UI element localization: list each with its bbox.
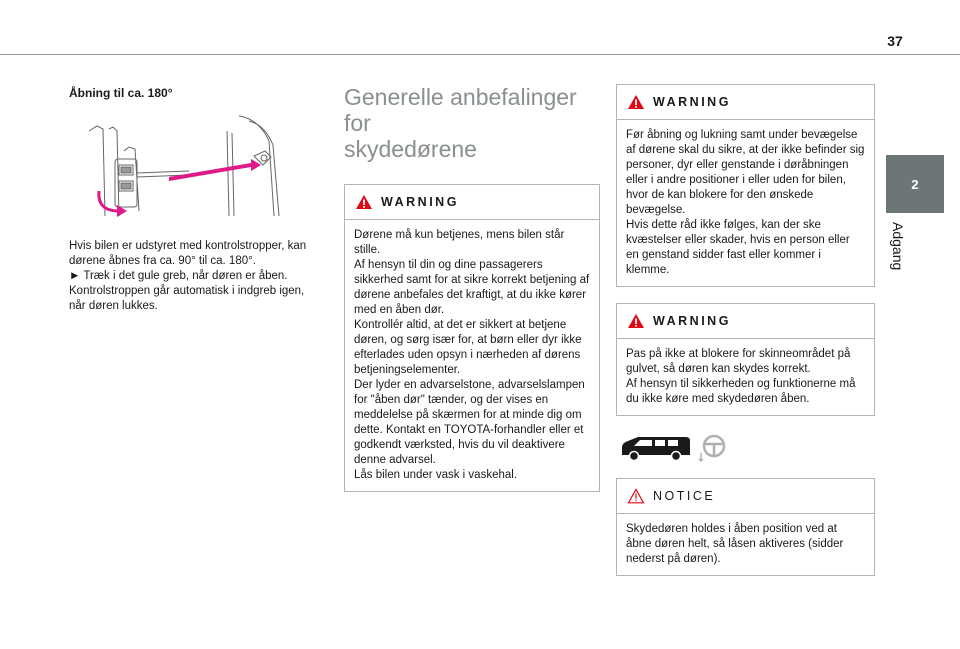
steering-wheel-icon — [698, 433, 728, 463]
warning-box — [344, 184, 600, 492]
title-line-2: skydedørene — [344, 136, 477, 162]
notice-label: NOTICE — [653, 489, 716, 503]
warning-label: WARNING — [381, 195, 459, 209]
warning-triangle-icon — [627, 313, 645, 329]
paragraph: Kontrollér altid, at det er sikkert at betjene døren, og sørg især for, at børn eller dyr ikke efterlades uden opsyn i nærheden af dørens betjeningselementer. — [354, 319, 582, 376]
paragraph: Kontrolstroppen går automatisk i indgreb igen, når døren lukkes. — [69, 285, 305, 312]
van-side-icon — [620, 435, 692, 461]
warning-body — [617, 120, 874, 286]
paragraph: Af hensyn til sikkerheden og funktionerne må du ikke køre med skydedøren åben. — [626, 378, 856, 405]
door-strap-illustration — [69, 111, 309, 223]
paragraph: Skydedøren holdes i åben position ved at åbne døren helt, så låsen aktiveres (sidder nederst på døren). — [626, 523, 844, 565]
header-divider — [0, 54, 960, 55]
warning-body — [617, 339, 874, 415]
notice-triangle-icon — [627, 488, 645, 504]
chapter-label: Adgang — [890, 222, 906, 271]
warning-label: WARNING — [653, 95, 731, 109]
vehicle-icons — [620, 432, 875, 464]
warning-label: WARNING — [653, 314, 731, 328]
middle-column — [344, 84, 600, 492]
notice-box — [616, 478, 875, 576]
notice-body — [617, 514, 874, 575]
chapter-number: 2 — [911, 176, 919, 192]
paragraph: Hvis bilen er udstyret med kontrolstropper, kan dørene åbnes fra ca. 90° til ca. 180°. — [69, 240, 307, 267]
warning-triangle-icon — [627, 94, 645, 110]
left-body — [69, 239, 319, 314]
warning-box-2 — [616, 303, 875, 416]
title-line-1: Generelle anbefalinger for — [344, 84, 577, 136]
paragraph: Før åbning og lukning samt under bevægelse af dørene skal du sikre, at der ikke befinder sig personer, dyr eller genstande i døråbningen eller i andre positioner i eller uden for bilen, hvor de kan blokere for den ønskede bevægelse. — [626, 129, 865, 216]
warning-box-1 — [616, 84, 875, 287]
instruction-step: ► Træk i det gule greb, når døren er åben. — [69, 270, 288, 282]
paragraph: Pas på ikke at blokere for skinneområdet på gulvet, så døren kan skydes korrekt. — [626, 348, 851, 375]
paragraph: Hvis dette råd ikke følges, kan der ske kvæstelser eller skader, hvis en person eller en genstand sidder fast eller kommer i klemme. — [626, 219, 850, 276]
paragraph: Lås bilen under vask i vaskehal. — [354, 469, 518, 481]
page-number: 37 — [887, 33, 903, 49]
section-title — [344, 84, 600, 162]
door-hinge-drawing — [69, 111, 309, 223]
pull-arrow — [169, 159, 261, 181]
warning-header — [617, 85, 874, 120]
paragraph: Der lyder en advarselstone, advarselslampen for "åben dør" tænder, og der vises en meddelelse på skærmen for at minde dig om dette. Kontakt en TOYOTA-forhandler eller et godkendt værksted, hvis du vil deaktivere denne advarsel. — [354, 379, 585, 466]
left-column — [69, 86, 319, 314]
section-subtitle: Åbning til ca. 180° — [69, 86, 173, 100]
paragraph: Af hensyn til din og dine passagerers sikkerhed samt for at sikre korrekt betjening af dørene anbefales det kraftigt, at du ikke kører med en åben dør. — [354, 259, 590, 316]
warning-header — [345, 185, 599, 220]
chapter-tab[interactable] — [886, 155, 944, 213]
warning-header — [617, 304, 874, 339]
right-column — [616, 84, 875, 576]
paragraph: Dørene må kun betjenes, mens bilen står stille. — [354, 229, 565, 256]
warning-triangle-icon — [355, 194, 373, 210]
warning-body — [345, 220, 599, 491]
notice-header — [617, 479, 874, 514]
